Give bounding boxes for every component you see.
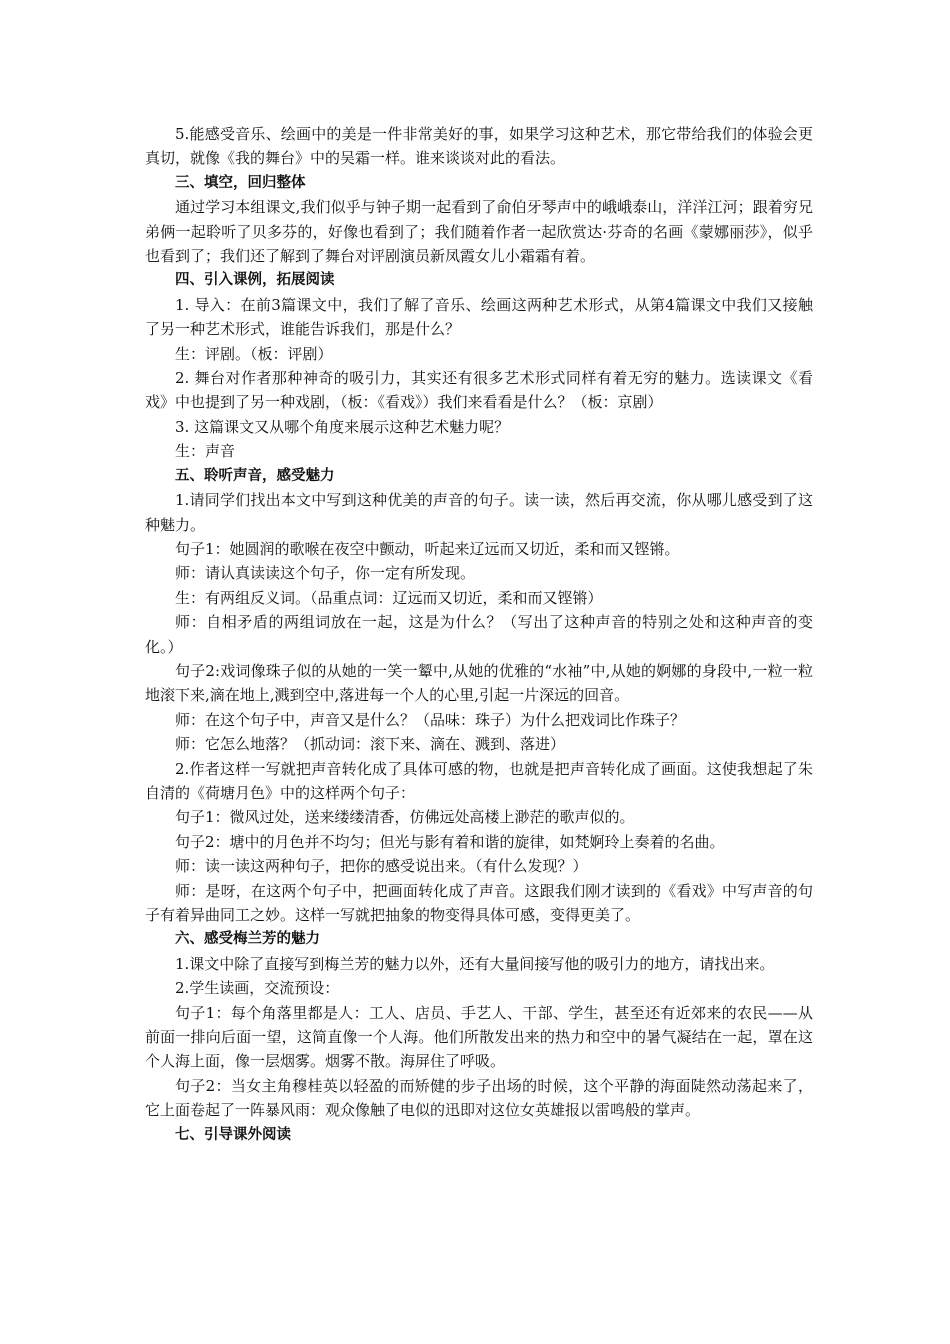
body-paragraph: 师：自相矛盾的两组词放在一起，这是为什么？（写出了这种声音的特别之处和这种声音的变化。）: [145, 613, 813, 656]
body-paragraph: 句子1：微风过处，送来缕缕清香，仿佛远处高楼上渺茫的歌声似的。: [175, 808, 635, 827]
body-paragraph: 句子2:戏词像珠子似的从她的一笑一颦中,从她的优雅的“水袖”中,从她的婀娜的身段中,一粒一粒地滚下来,滴在地上,溅到空中,落进每一个人的心里,引起一片深远的回音。: [145, 661, 813, 705]
body-paragraph: 师：在这个句子中，声音又是什么？（品味：珠子）为什么把戏词比作珠子？: [175, 710, 686, 729]
body-paragraph: 通过学习本组课文,我们似乎与钟子期一起看到了俞伯牙琴声中的峨峨泰山，洋洋江河；跟着穷兄弟俩一起聆听了贝多芬的，好像也看到了；我们随着作者一起欣赏达·芬奇的名画《蒙娜丽莎》，似乎也看到了；我们还了解到了舞台对评剧演员新凤霞女儿小霜霜有着。: [145, 198, 813, 266]
body-paragraph: 句子2：当女主角穆桂英以轻盈的而矫健的步子出场的时候，这个平静的海面陡然动荡起来了，它上面卷起了一阵暴风雨：观众像触了电似的迅即对这位女英雄报以雷鸣般的掌声。: [145, 1076, 813, 1120]
body-paragraph: 1. 导入：在前3篇课文中，我们了解了音乐、绘画这两种艺术形式，从第4篇课文中我们又接触了另一种艺术形式，谁能告诉我们，那是什么？: [145, 295, 813, 339]
section-heading: 三、填空，回归整体: [175, 174, 306, 191]
body-paragraph: 生：有两组反义词。（品重点词：辽远而又切近，柔和而又铿锵）: [175, 588, 603, 607]
section-heading: 四、引入课例，拓展阅读: [175, 272, 335, 289]
body-paragraph: 师：是呀，在这两个句子中，把画面转化成了声音。这跟我们刚才读到的《看戏》中写声音的句子有着异曲同工之妙。这样一写就把抽象的物变得具体可感，变得更美了。: [145, 881, 813, 924]
section-heading: 六、感受梅兰芳的魅力: [175, 931, 320, 948]
body-paragraph: 5.能感受音乐、绘画中的美是一件非常美好的事，如果学习这种艺术，那它带给我们的体验会更真切，就像《我的舞台》中的吴霜一样。谁来谈谈对此的看法。: [145, 125, 813, 168]
body-paragraph: 生：评剧。（板：评剧）: [175, 344, 333, 363]
body-paragraph: 师：读一读这两种句子，把你的感受说出来。（有什么发现？）: [175, 857, 588, 876]
body-paragraph: 师：请认真读读这个句子，你一定有所发现。: [175, 564, 476, 583]
body-paragraph: 生：声音: [175, 442, 236, 461]
body-paragraph: 师：它怎么地落？（抓动词：滚下来、滴在、溅到、落进）: [175, 735, 566, 754]
body-paragraph: 2. 舞台对作者那种神奇的吸引力，其实还有很多艺术形式同样有着无穷的魅力。选读课文《看戏》中也提到了另一种戏剧，（板：《看戏》）我们来看看是什么？（板：京剧）: [145, 369, 813, 412]
body-paragraph: 句子2：塘中的月色并不均匀；但光与影有着和谐的旋律，如梵婀玲上奏着的名曲。: [175, 832, 725, 851]
body-paragraph: 句子1：每个角落里都是人：工人、店员、手艺人、干部、学生，甚至还有近郊来的农民——从前面一排向后面一望，这简直像一个人海。他们所散发出来的热力和空中的暑气凝结在一起，罩在这个人海上面，像一层烟雾。烟雾不散。海屏住了呼吸。: [145, 1003, 813, 1071]
section-heading: 七、引导课外阅读: [175, 1126, 291, 1143]
document-page: [145, 122, 813, 1147]
body-paragraph: 1.请同学们找出本文中写到这种优美的声音的句子。读一读，然后再交流，你从哪儿感受到了这种魅力。: [145, 491, 813, 534]
body-paragraph: 句子1：她圆润的歌喉在夜空中颤动，听起来辽远而又切近，柔和而又铿锵。: [175, 539, 680, 558]
body-paragraph: 2.作者这样一写就把声音转化成了具体可感的物，也就是把声音转化成了画面。这使我想起了朱自清的《荷塘月色》中的这样两个句子：: [145, 759, 813, 802]
body-paragraph: 2.学生读画，交流预设：: [175, 979, 340, 998]
section-heading: 五、聆听声音，感受魅力: [175, 467, 335, 484]
body-paragraph: 3. 这篇课文又从哪个角度来展示这种艺术魅力呢？: [175, 417, 510, 436]
body-paragraph: 1.课文中除了直接写到梅兰芳的魅力以外，还有大量间接写他的吸引力的地方，请找出来。: [175, 954, 775, 973]
